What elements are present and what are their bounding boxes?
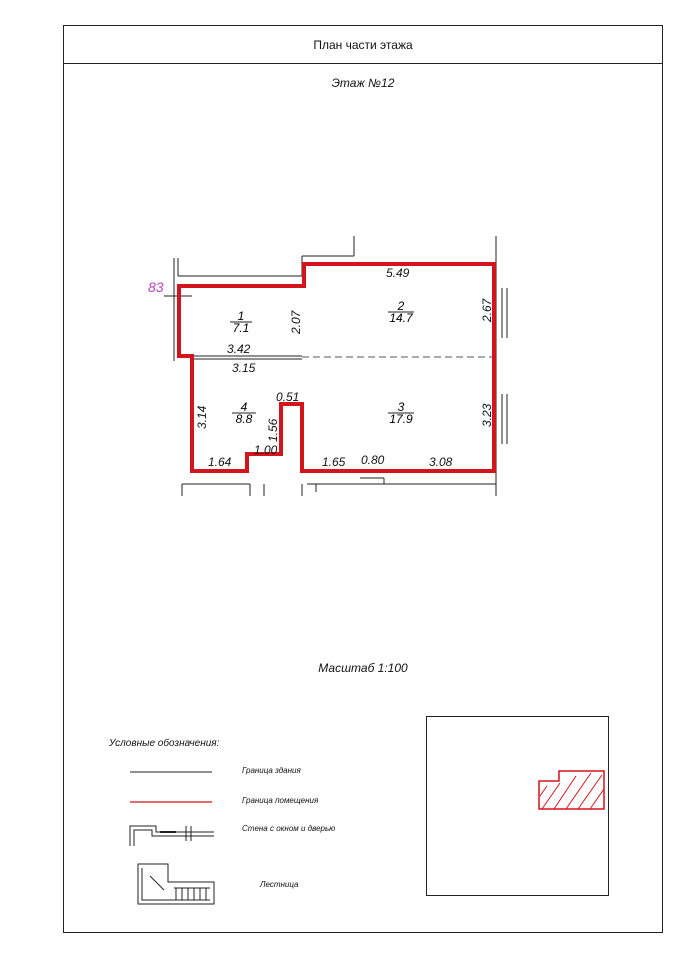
room-4-number: 4 xyxy=(240,400,248,414)
dim-room4-width: 3.15 xyxy=(232,361,256,375)
scale-label: Масштаб 1:100 xyxy=(318,661,408,675)
dim-bottom-left: 1.64 xyxy=(208,455,232,469)
legend-wall-window-door: Стена с окном и дверью xyxy=(242,824,336,833)
dim-niche-width: 0.51 xyxy=(276,390,300,404)
floor-label: Этаж №12 xyxy=(331,76,395,90)
room-3-number: 3 xyxy=(397,400,405,414)
location-map xyxy=(426,716,609,896)
sheet-title: План части этажа xyxy=(64,26,662,64)
legend-staircase: Лестница xyxy=(260,880,299,889)
dim-bottom-step: 1.00 xyxy=(254,443,278,457)
room-boundary xyxy=(179,264,494,471)
dim-right-lower: 3.23 xyxy=(480,403,494,427)
dim-door-width: 0.80 xyxy=(361,453,385,467)
legend-room-boundary: Граница помещения xyxy=(242,796,319,805)
room-3-area: 17.9 xyxy=(389,412,413,426)
room-4-area: 8.8 xyxy=(235,412,253,426)
room-2-area: 14.7 xyxy=(389,311,413,325)
dim-room4-height: 3.14 xyxy=(195,405,209,429)
room-1-number: 1 xyxy=(237,309,245,323)
room-3-label xyxy=(388,400,414,426)
legend-stair-symbol xyxy=(138,864,214,904)
dim-right-upper: 2.67 xyxy=(480,298,494,322)
room-1-label xyxy=(230,309,252,335)
dim-bottom-right: 3.08 xyxy=(429,455,453,469)
dim-bottom-mid: 1.65 xyxy=(322,455,346,469)
dim-niche-height: 1.56 xyxy=(266,418,280,442)
legend-building-boundary: Граница здания xyxy=(242,766,301,775)
drawing-sheet xyxy=(63,25,663,933)
dim-top-width: 5.49 xyxy=(386,266,410,280)
dim-room1-height: 2.07 xyxy=(289,310,303,334)
plan-marker: 83 xyxy=(148,279,164,295)
dim-room1-width: 3.42 xyxy=(227,342,251,356)
room-2-label xyxy=(388,299,414,325)
room-1-area: 7.1 xyxy=(232,321,250,335)
legend-title: Условные обозначения: xyxy=(109,738,220,749)
room-2-number: 2 xyxy=(397,299,405,313)
room-4-label xyxy=(232,400,256,426)
legend-wall-symbol xyxy=(130,826,214,846)
